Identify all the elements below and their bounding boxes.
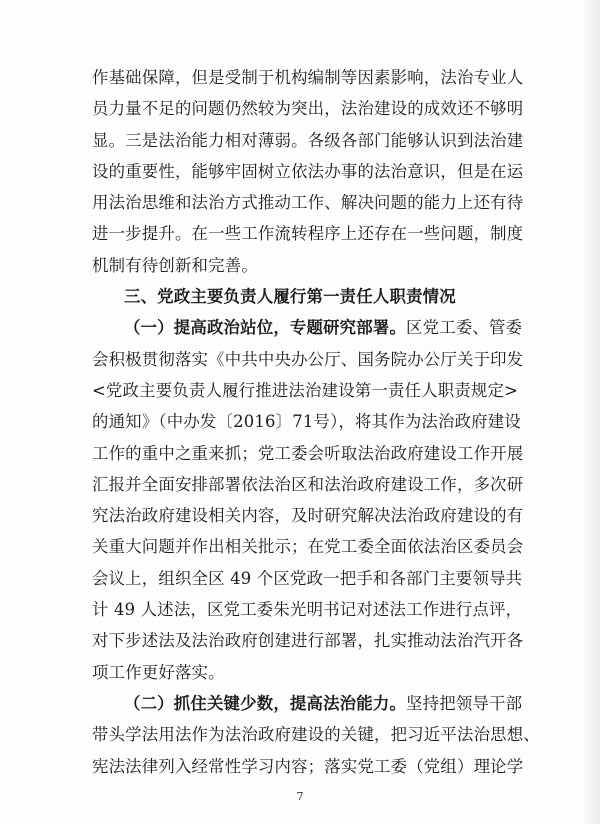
paragraph-line: 进一步提升。在一些工作流转程序上还存在一些问题，制度	[92, 224, 524, 244]
page-number: 7	[296, 790, 304, 803]
section-heading: 三、党政主要负责人履行第一责任人职责情况	[124, 287, 456, 307]
paragraph-line: 显。三是法治能力相对薄弱。各级各部门能够认识到法治建	[92, 130, 524, 150]
paragraph-line: 对下步述法及法治政府创建进行部署，扎实推动法治汽开各	[92, 631, 524, 651]
paragraph-line: 机制有待创新和完善。	[92, 255, 258, 275]
paragraph-line: 宪法法律列入经常性学习内容；落实党工委（党组）理论学	[92, 756, 524, 776]
paragraph-line: 汇报并全面安排部署依法治区和法治政府建设工作，多次研	[92, 474, 524, 494]
paragraph-line: 作基础保障，但是受制于机构编制等因素影响，法治专业人	[92, 68, 524, 87]
paragraph-line: 设的重要性，能够牢固树立依法办事的法治意识，但是在运	[92, 161, 524, 181]
paragraph-line: 用法治思维和法治方式推动工作、解决问题的能力上还有待	[92, 193, 524, 213]
paragraph-line: 项工作更好落实。	[92, 662, 225, 682]
subsection-2-heading: （二）抓住关键少数，提高法治能力。	[124, 693, 407, 713]
subsection-1-heading: （一）提高政治站位，专题研究部署。	[124, 318, 407, 338]
page-edge-shadow	[582, 0, 600, 824]
subsection-2-first-line	[92, 688, 523, 719]
paragraph-line: 员力量不足的问题仍然较为突出，法治建设的成效还不够明	[92, 99, 524, 119]
paragraph-line: 工作的重中之重来抓；党工委会听取法治政府建设工作开展	[92, 443, 524, 463]
paragraph-line: <党政主要负责人履行推进法治建设第一责任人职责规定>	[92, 380, 519, 400]
subsection-2-first-line-text: 坚持把领导干部	[406, 693, 523, 713]
subsection-1-first-line	[92, 312, 523, 343]
subsection-1-first-line-text: 区党工委、管委	[406, 318, 523, 338]
paragraph-line: 究法治政府建设相关内容，及时研究解决法治政府建设的有	[92, 506, 524, 526]
paragraph-line: 会议上，组织全区 49 个区党政一把手和各部门主要领导共	[92, 568, 523, 588]
paragraph-line: 的通知》（中办发〔2016〕71号），将其作为法治政府建设	[92, 412, 521, 432]
paragraph-line: 关重大问题并作出相关批示；在党工委全面依法治区委员会	[92, 537, 524, 557]
paragraph-line: 带头学法用法作为法治政府建设的关键，把习近平法治思想、	[92, 725, 540, 745]
paragraph-line: 会积极贯彻落实《中共中央办公厅、国务院办公厅关于印发	[92, 349, 524, 369]
body-text	[92, 62, 540, 782]
paragraph-line: 计 49 人述法，区党工委朱光明书记对述法工作进行点评，	[92, 600, 523, 620]
